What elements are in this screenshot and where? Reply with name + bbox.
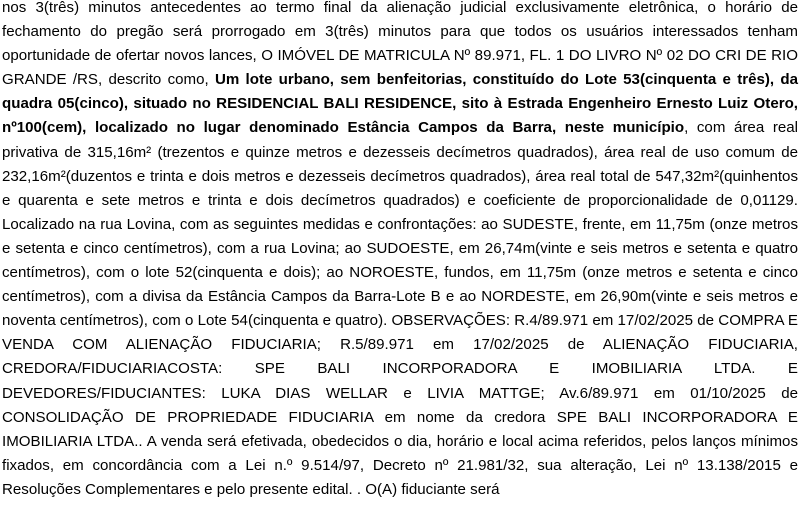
document-paragraph bbox=[2, 0, 798, 502]
paragraph-text-intro: nos 3(três) minutos antecedentes ao termo final da alienação judicial exclusivamente eletrônica, o horário de fechamento do pregão será prorrogado em 3(três) minutos para que todos os usuários interessados tenham oportunidade de ofertar novos lances, O IMÓVEL DE MATRICULA Nº 89.971, FL. 1 DO LIVRO Nº 02 DO CRI DE RIO GRANDE /RS, descrito como, bbox=[2, 0, 798, 89]
document-body bbox=[2, 0, 798, 502]
paragraph-text-details: , com área real privativa de 315,16m² (trezentos e quinze metros e dezesseis decímetros quadrados), área real de uso comum de 232,16m²(duzentos e trinta e dois metros e dezesseis decímetros quadrados), área real total de 547,32m²(quinhentos e quarenta e sete metros e trinta e dois decímetros quadrados) e coeficiente de proporcionalidade de 0,01129. Localizado na rua Lovina, com as seguintes medidas e confrontações: ao SUDESTE, frente, em 11,75m (onze metros e setenta e cinco centímetros), com a rua Lovina; ao SUDOESTE, em 26,74m(vinte e seis metros e setenta e quatro centímetros), com o lote 52(cinquenta e dois); ao NOROESTE, fundos, em 11,75m (onze metros e setenta e cinco centímetros), com a divisa da Estância Campos da Barra-Lote B e ao NORDESTE, em 26,90m(vinte e seis metros e noventa centímetros), com o Lote 54(cinquenta e quatro). OBSERVAÇÕES: R.4/89.971 em 17/02/2025 de COMPRA E VENDA COM ALIENAÇÃO FIDUCIARIA; R.5/89.971 em 17/02/2025 de ALIENAÇÃO FIDUCIARIA, CREDORA/FIDUCIARIACOSTA: SPE BALI INCORPORADORA E IMOBILIARIA LTDA. E DEVEDORES/FIDUCIANTES: LUKA DIAS WELLAR e LIVIA MATTGE; Av.6/89.971 em 01/10/2025 de CONSOLIDAÇÃO DE PROPRIEDADE FIDUCIARIA em nome da credora SPE BALI INCORPORADORA E IMOBILIARIA LTDA.. A venda será efetivada, obedecidos o dia, horário e local acima referidos, pelos lanços mínimos fixados, em concordância com a Lei n.º 9.514/97, Decreto nº 21.981/32, sua alteração, Lei nº 13.138/2015 e Resoluções Complementares e pelo presente edital. . O(A) fiduciante será bbox=[2, 119, 798, 498]
property-description-bold: Um lote urbano, sem benfeitorias, constituído do Lote 53(cinquenta e três), da quadra 05(cinco), situado no RESIDENCIAL BALI RESIDENCE, sito à Estrada Engenheiro Ernesto Luiz Otero, nº100(cem), localizado no lugar denominado Estância Campos da Barra, neste município bbox=[2, 71, 798, 137]
